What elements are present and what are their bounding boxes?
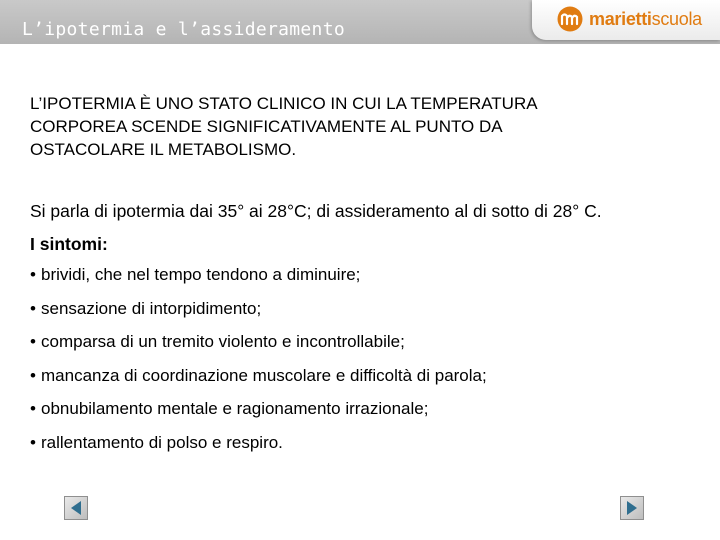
temperature-paragraph: Si parla di ipotermia dai 35° ai 28°C; di assideramento al di sotto di 28° C. [30,201,602,221]
symptom-text: sensazione di intorpidimento; [41,298,262,318]
symptom-text: comparsa di un tremito violento e incontrollabile; [41,332,405,352]
symptom-text: rallentamento di polso e respiro. [41,432,283,452]
list-item [30,330,700,364]
symptom-text: mancanza di coordinazione muscolare e difficoltà di parola; [41,365,487,385]
list-item [30,297,700,331]
logo-wordmark [589,9,702,30]
list-item [30,364,700,398]
symptoms-list [30,263,700,465]
arrow-right-icon [624,500,640,516]
heading-line-2: CORPOREA SCENDE SIGNIFICATIVAMENTE AL PUNTO DA [30,117,503,136]
list-item [30,431,700,465]
bullet: • [30,265,36,284]
previous-slide-button[interactable] [64,496,88,520]
logo-brand-strong: marietti [589,9,652,29]
bullet: • [30,332,36,352]
slide-title: L’ipotermia e l’assideramento [22,19,345,40]
symptoms-title: I sintomi: [30,234,108,254]
bullet: • [30,432,36,452]
bullet: • [30,399,36,419]
list-item [30,397,700,431]
definition-heading [30,92,690,161]
heading-line-1: L’IPOTERMIA È UNO STATO CLINICO IN CUI LA TEMPERATURA [30,94,538,113]
heading-line-3: OSTACOLARE IL METABOLISMO. [30,140,297,159]
symptom-text: obnubilamento mentale e ragionamento irrazionale; [41,399,429,419]
next-slide-button[interactable] [620,496,644,520]
logo-brand-light: scuola [651,9,702,29]
bullet: • [30,365,36,385]
marietti-logo-icon [557,6,583,32]
bullet: • [30,298,36,318]
list-item [30,263,700,297]
symptom-text: brividi, che nel tempo tendono a diminuire; [41,265,361,284]
arrow-left-icon [68,500,84,516]
